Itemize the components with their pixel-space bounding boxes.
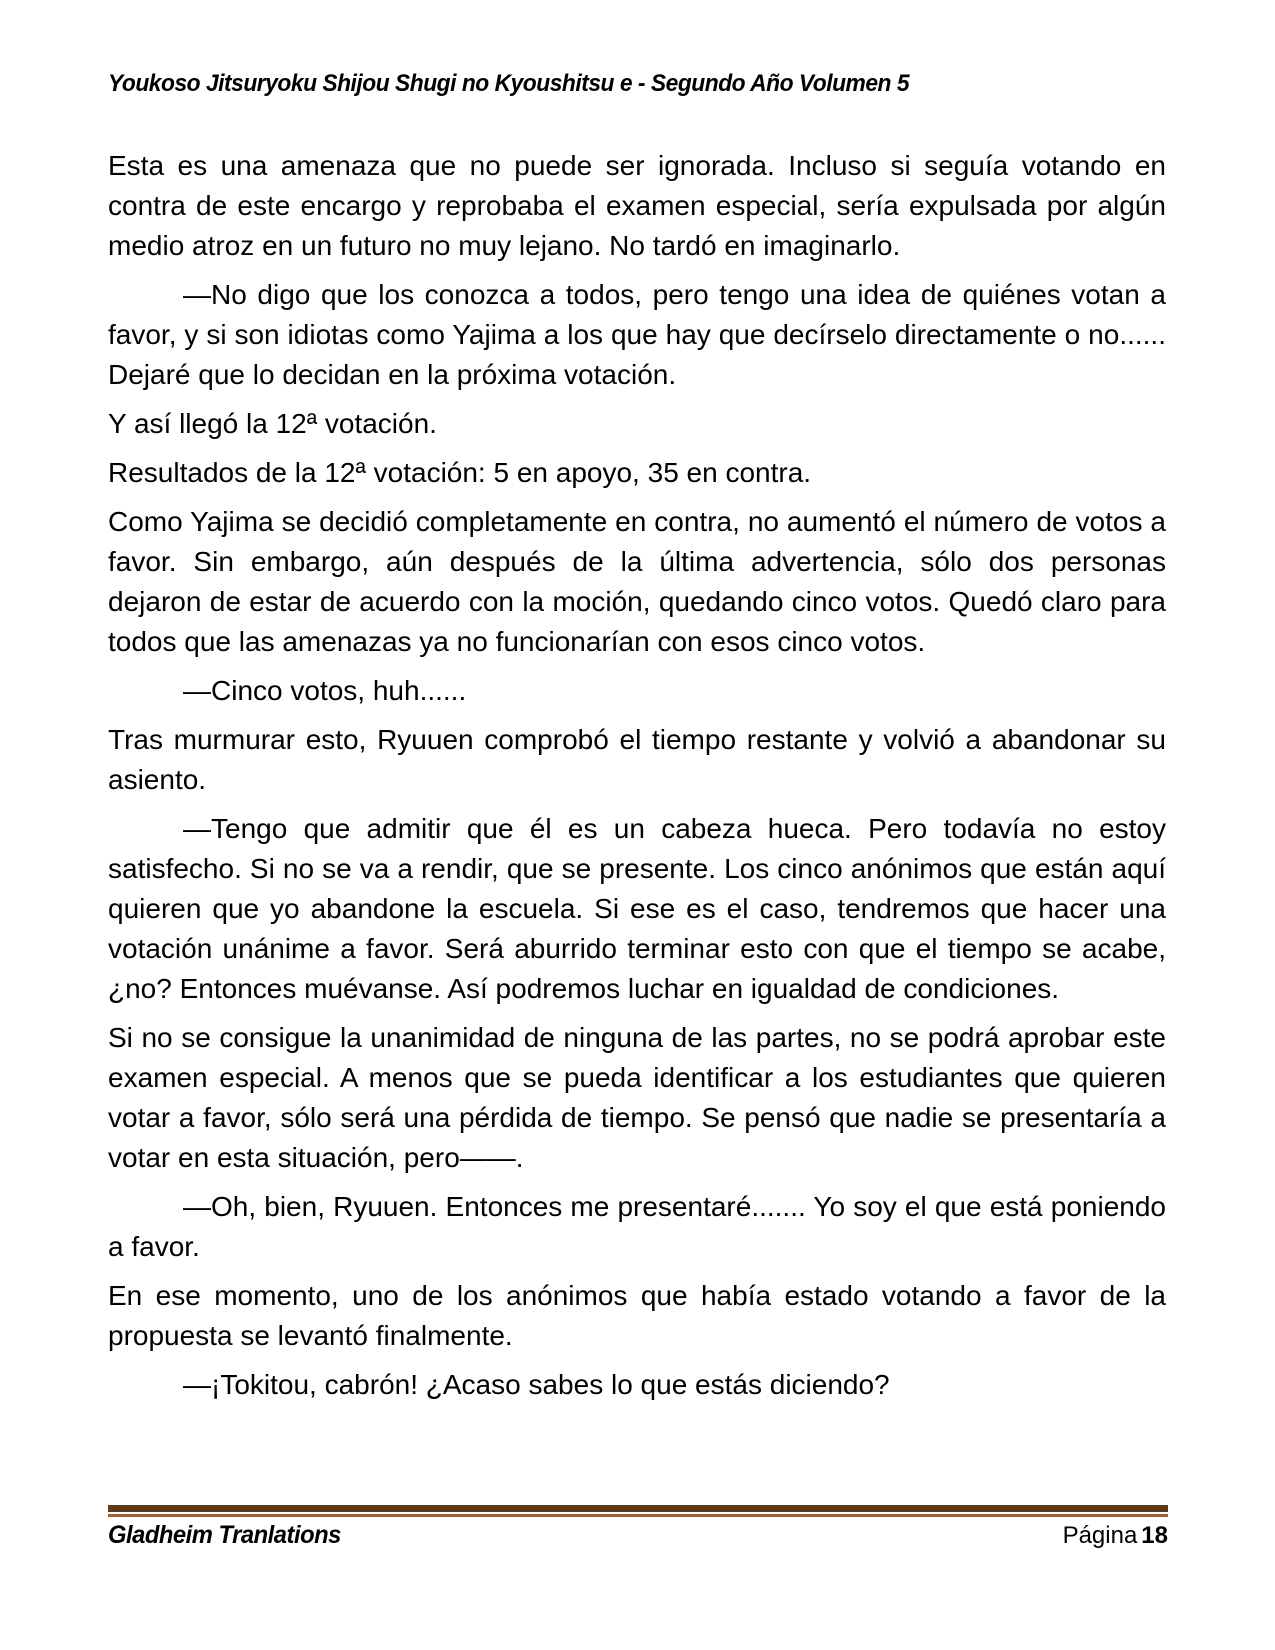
paragraph: Y así llegó la 12ª votación. — [108, 408, 437, 439]
dialogue-paragraph: —Oh, bien, Ryuuen. Entonces me presentaré....... Yo soy el que está poniendo a favor. — [108, 1191, 1166, 1262]
footer-rule — [108, 1505, 1168, 1517]
page-number-value: 18 — [1141, 1522, 1168, 1549]
paragraph: Si no se consigue la unanimidad de ninguna de las partes, no se podrá aprobar este examen especial. A menos que se pueda identificar a los estudiantes que quieren votar a favor, sólo será una pérdida de tiempo. Se pensó que nadie se presentaría a votar en esta situación, pero——. — [108, 1022, 1166, 1173]
paragraph: Esta es una amenaza que no puede ser ignorada. Incluso si seguía votando en contra de este encargo y reprobaba el examen especial, sería expulsada por algún medio atroz en un futuro no muy lejano. No tardó en imaginarlo. — [108, 150, 1166, 261]
translator-credit: Gladheim Tranlations — [108, 1521, 341, 1549]
paragraph: En ese momento, uno de los anónimos que había estado votando a favor de la propuesta se levantó finalmente. — [108, 1280, 1166, 1351]
paragraph: Como Yajima se decidió completamente en contra, no aumentó el número de votos a favor. Sin embargo, aún después de la última advertencia, sólo dos personas dejaron de estar de acuerdo con la moción, quedando cinco votos. Quedó claro para todos que las amenazas ya no funcionarían con esos cinco votos. — [108, 506, 1166, 657]
page-number — [1063, 1522, 1168, 1550]
document-title: Youkoso Jitsuryoku Shijou Shugi no Kyoushitsu e - Segundo Año Volumen 5 — [108, 70, 910, 97]
page-number-label: Página — [1062, 1522, 1138, 1549]
document-footer — [108, 1521, 1168, 1550]
paragraph: Resultados de la 12ª votación: 5 en apoyo, 35 en contra. — [108, 457, 812, 488]
dialogue-paragraph: —¡Tokitou, cabrón! ¿Acaso sabes lo que estás diciendo? — [183, 1369, 890, 1400]
dialogue-paragraph: —Tengo que admitir que él es un cabeza hueca. Pero todavía no estoy satisfecho. Si no se va a rendir, que se presente. Los cinco anónimos que están aquí quieren que yo abandone la escuela. Si ese es el caso, tendremos que hacer una votación unánime a favor. Será aburrido terminar esto con que el tiempo se acabe, ¿no? Entonces muévanse. Así podremos luchar en igualdad de condiciones. — [108, 813, 1166, 1004]
dialogue-paragraph: —No digo que los conozca a todos, pero tengo una idea de quiénes votan a favor, y si son idiotas como Yajima a los que hay que decírselo directamente o no...... Dejaré que lo decidan en la próxima votación. — [108, 279, 1166, 390]
paragraph: Tras murmurar esto, Ryuuen comprobó el tiempo restante y volvió a abandonar su asiento. — [108, 724, 1166, 795]
dialogue-paragraph: —Cinco votos, huh...... — [183, 675, 467, 706]
document-body — [108, 146, 1166, 1414]
